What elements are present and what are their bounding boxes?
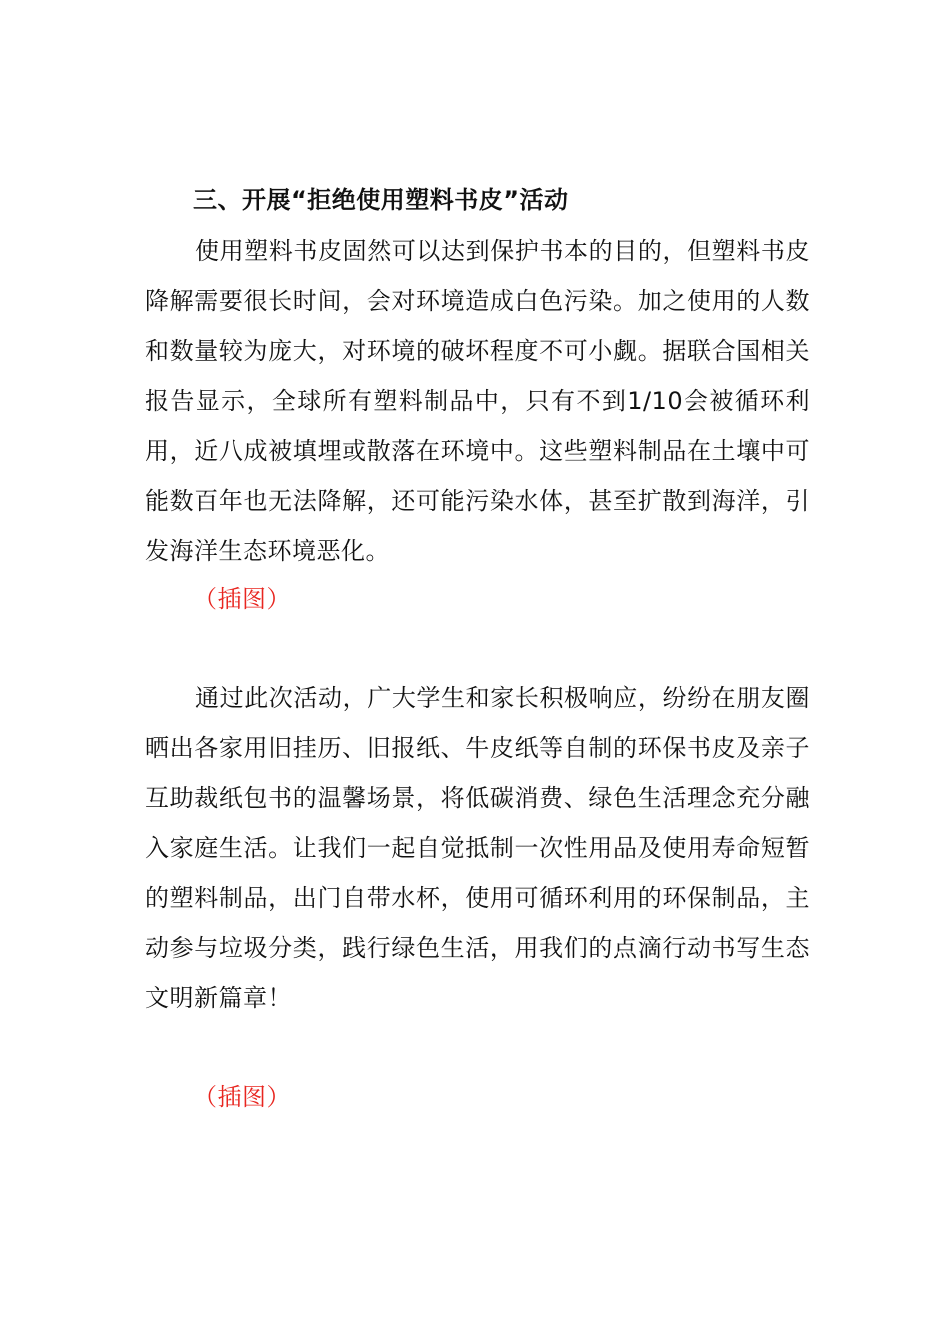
body-paragraph-2: 通过此次活动，广大学生和家长积极响应，纷纷在朋友圈晒出各家用旧挂历、旧报纸、牛皮纸等自制的环保书皮及亲子互助裁纸包书的温馨场景，将低碳消费、绿色生活理念充分融入家庭生活。让我们一起自觉抵制一次性用品及使用寿命短暂的塑料制品，出门自带水杯，使用可循环利用的环保制品，主动参与垃圾分类，践行绿色生活，用我们的点滴行动书写生态文明新篇章！ <box>145 684 810 1012</box>
image-placeholder-2: （插图） <box>193 1083 291 1111</box>
image-placeholder-1: （插图） <box>193 585 291 613</box>
body-paragraph-1: 使用塑料书皮固然可以达到保护书本的目的，但塑料书皮降解需要很长时间，会对环境造成白色污染。加之使用的人数和数量较为庞大，对环境的破坏程度不可小觑。据联合国相关报告显示，全球所有塑料制品中，只有不到1/10会被循环利用，近八成被填埋或散落在环境中。这些塑料制品在土壤中可能数百年也无法降解，还可能污染水体，甚至扩散到海洋，引发海洋生态环境恶化。 <box>145 237 810 565</box>
section-heading: 三、开展“拒绝使用塑料书皮”活动 <box>193 186 569 214</box>
